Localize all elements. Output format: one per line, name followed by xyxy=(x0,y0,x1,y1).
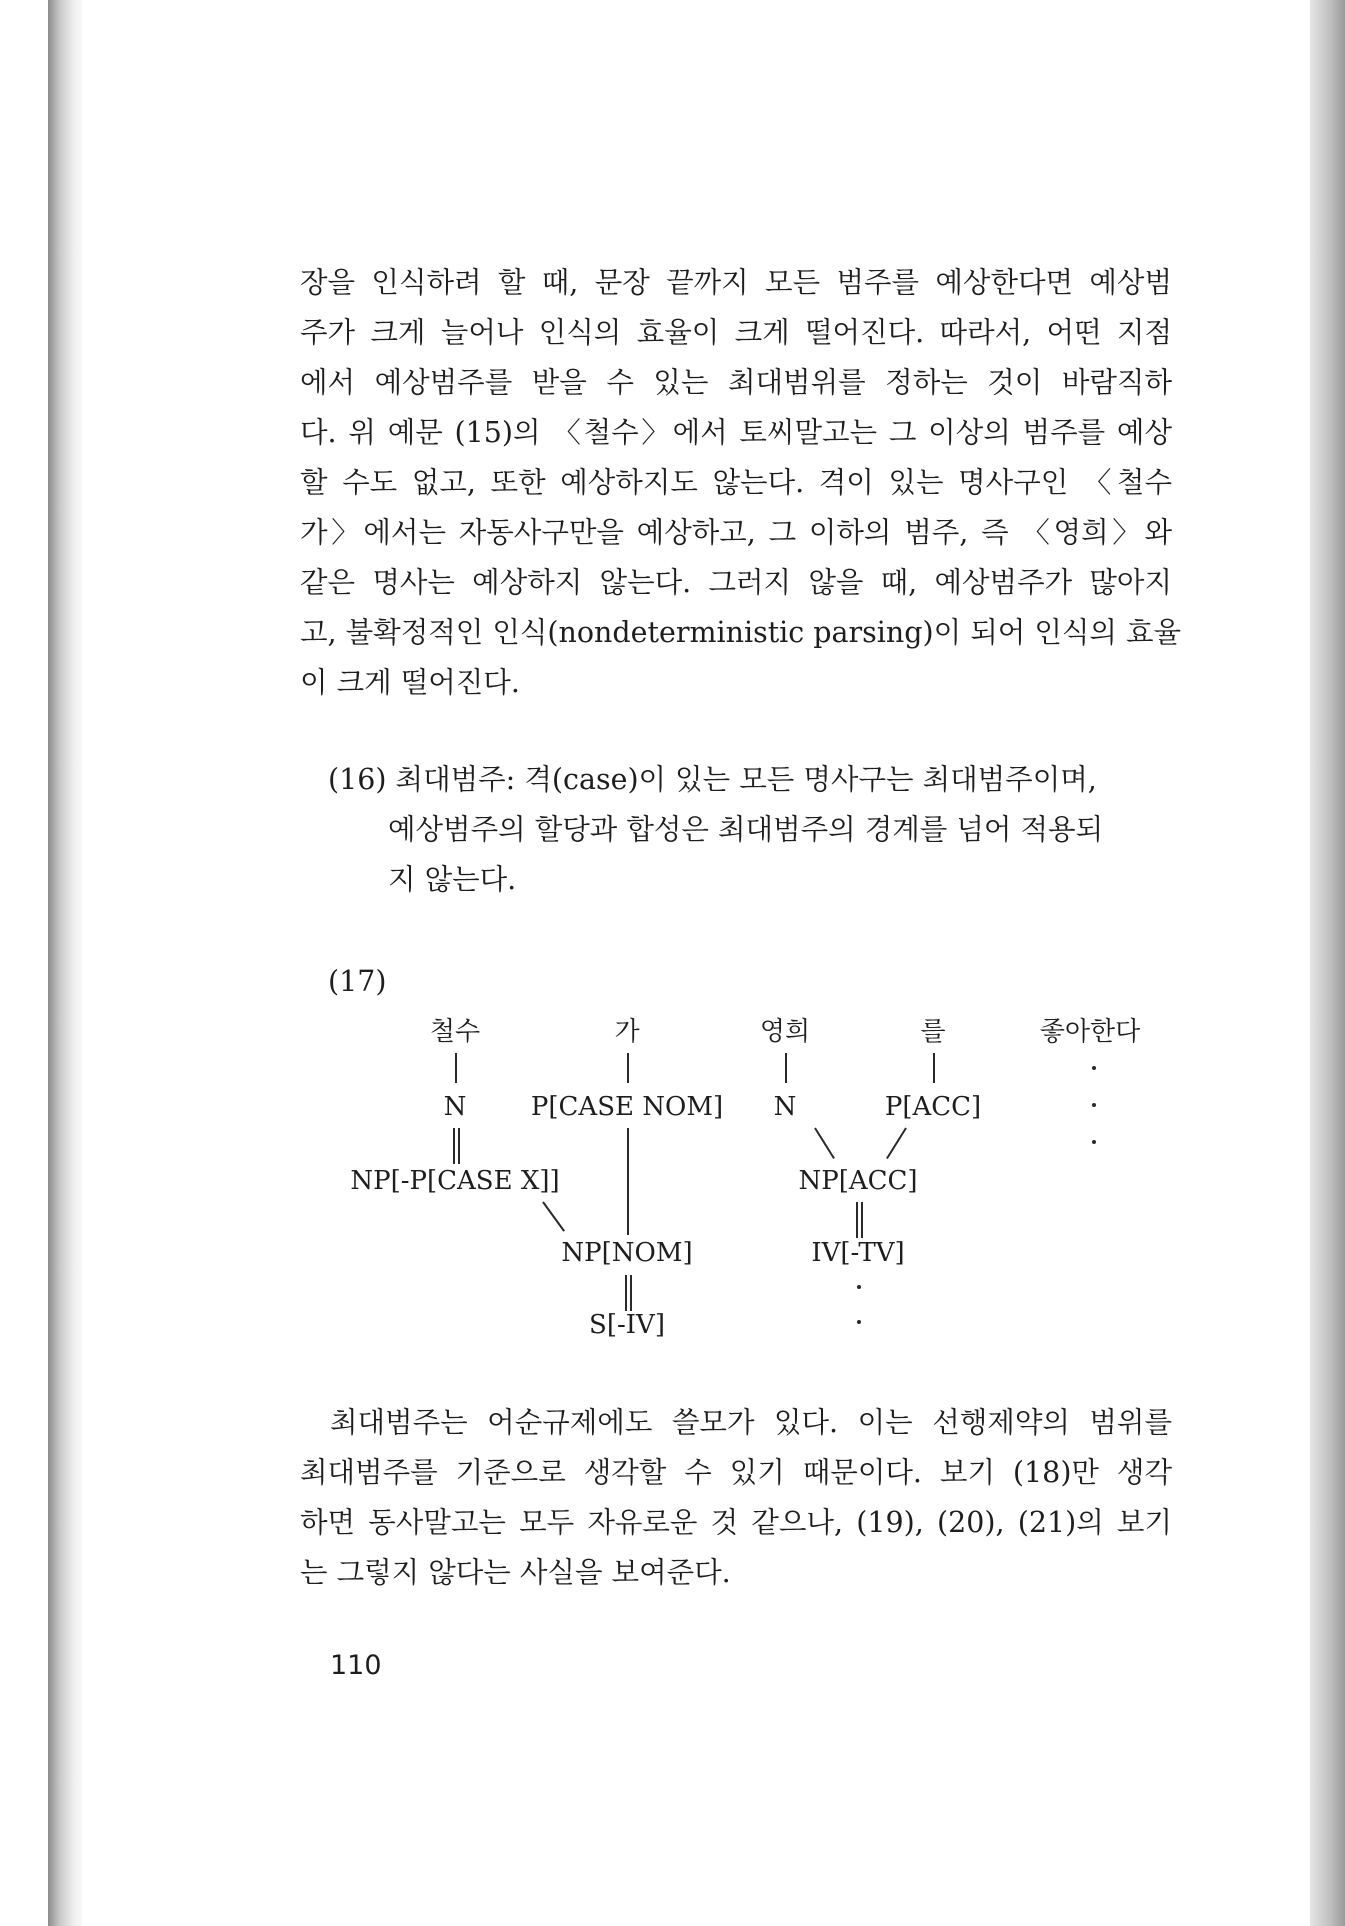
tree-node-p-case-nom: P[CASE NOM] xyxy=(530,1092,724,1122)
tree-double-edge xyxy=(861,1202,863,1238)
tree-node-np-acc: NP[ACC] xyxy=(798,1166,918,1196)
tree-word-reul: 를 xyxy=(920,1017,946,1047)
tree-ellipsis-dot xyxy=(1092,1140,1096,1144)
page-number: 110 xyxy=(330,1650,382,1681)
body-paragraph-2 xyxy=(300,1398,1172,1598)
book-page-stack-edge xyxy=(1310,0,1345,1926)
tree-double-edge xyxy=(453,1128,455,1164)
tree-node-s-iv: S[-IV] xyxy=(589,1310,665,1340)
text-line: 는 그렇지 않다는 사실을 보여준다. xyxy=(300,1556,731,1589)
tree-node-n: N xyxy=(443,1092,467,1122)
text-line: 할 수도 없고, 또한 예상하지도 않는다. 격이 있는 명사구인 〈철수 xyxy=(300,466,1172,499)
tree-double-edge xyxy=(625,1275,627,1311)
tree-word-cheolsu: 철수 xyxy=(429,1017,481,1047)
text-line: 장을 인식하려 할 때, 문장 끝까지 모든 범주를 예상한다면 예상범 xyxy=(300,266,1172,299)
tree-ellipsis-dot xyxy=(1092,1066,1096,1070)
tree-node-p-acc: P[ACC] xyxy=(884,1092,982,1122)
definition-line-2: 예상범주의 할당과 합성은 최대범주의 경계를 넘어 적용되 xyxy=(388,813,1104,846)
example-label: (17) xyxy=(328,965,387,998)
tree-node-np-case-x: NP[-P[CASE X]] xyxy=(350,1166,560,1196)
text-line: 다. 위 예문 (15)의 〈철수〉에서 토씨말고는 그 이상의 범주를 예상 xyxy=(300,416,1172,449)
tree-double-edge xyxy=(630,1275,632,1311)
tree-edge xyxy=(785,1053,787,1083)
tree-edge xyxy=(933,1053,935,1083)
tree-double-edge xyxy=(856,1202,858,1238)
text-line: 최대범주는 어순규제에도 쓸모가 있다. 이는 선행제약의 범위를 xyxy=(330,1406,1172,1439)
text-line: 이 크게 떨어진다. xyxy=(300,666,520,699)
tree-ellipsis-dot xyxy=(1092,1103,1096,1107)
book-spine-edge xyxy=(48,0,82,1926)
definition-line-1: (16) 최대범주: 격(case)이 있는 모든 명사구는 최대범주이며, xyxy=(328,763,1097,796)
tree-double-edge xyxy=(458,1128,460,1164)
tree-word-johahanda: 좋아한다 xyxy=(1039,1017,1141,1047)
tree-ellipsis-dot xyxy=(857,1285,861,1289)
tree-edge xyxy=(627,1053,629,1083)
tree-node-n: N xyxy=(773,1092,797,1122)
text-line: 주가 크게 늘어나 인식의 효율이 크게 떨어진다. 따라서, 어떤 지점 xyxy=(300,316,1172,349)
definition-line-3: 지 않는다. xyxy=(388,863,517,896)
text-line: 고, 불확정적인 인식(nondeterministic parsing)이 되어 인식의 효율 xyxy=(300,616,1182,649)
tree-word-yeonghui: 영희 xyxy=(759,1017,811,1047)
text-line: 가〉에서는 자동사구만을 예상하고, 그 이하의 범주, 즉 〈영희〉와 xyxy=(300,516,1172,549)
text-line: 하면 동사말고는 모두 자유로운 것 같으나, (19), (20), (21)의 보기 xyxy=(300,1506,1172,1539)
tree-edge xyxy=(455,1053,457,1083)
tree-word-ga: 가 xyxy=(614,1017,640,1047)
tree-edge xyxy=(627,1128,629,1235)
text-line: 최대범주를 기준으로 생각할 수 있기 때문이다. 보기 (18)만 생각 xyxy=(300,1456,1172,1489)
text-line: 에서 예상범주를 받을 수 있는 최대범위를 정하는 것이 바람직하 xyxy=(300,366,1172,399)
tree-node-iv-tv: IV[-TV] xyxy=(811,1238,905,1268)
tree-ellipsis-dot xyxy=(857,1320,861,1324)
text-line: 같은 명사는 예상하지 않는다. 그러지 않을 때, 예상범주가 많아지 xyxy=(300,566,1172,599)
tree-node-np-nom: NP[NOM] xyxy=(561,1238,693,1268)
body-paragraph-1 xyxy=(300,258,1182,708)
